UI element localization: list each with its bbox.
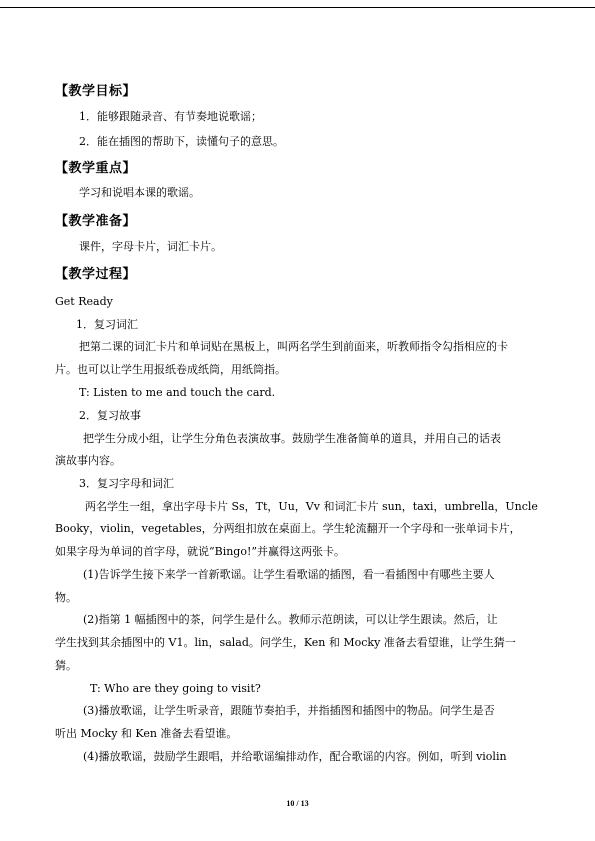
process-line: 把第二课的词汇卡片和单词贴在黑板上，叫两名学生到前面来，听教师指令勾指相应的卡 [79, 340, 508, 353]
process-line: 1．复习词汇 [76, 318, 138, 331]
preparation-text: 课件，字母卡片，词汇卡片。 [79, 240, 222, 253]
process-line: (1)告诉学生接下来学一首新歌谣。让学生看歌谣的插图，看一看插图中有哪些主要人 [83, 568, 495, 581]
process-line: 物。 [55, 591, 77, 604]
heading-objectives: 【教学目标】 [55, 84, 137, 99]
process-line: 把学生分成小组，让学生分角色表演故事。鼓励学生准备简单的道具，并用自己的话表 [83, 432, 501, 445]
process-line: (2)指第 1 幅插图中的茶，问学生是什么。教师示范朗读，可以让学生跟读。然后，让 [83, 613, 498, 626]
process-line: 猜。 [55, 659, 77, 672]
process-line: 两名学生一组，拿出字母卡片 Ss，Tt，Uu，Vv 和词汇卡片 sun，taxi，umbrella，Uncle [85, 500, 538, 513]
objective-item-1: 1．能够跟随录音、有节奏地说歌谣； [79, 110, 262, 123]
heading-key-points: 【教学重点】 [55, 161, 137, 176]
process-line: (3)播放歌谣，让学生听录音，跟随节奏拍手，并指插图和插图中的物品。问学生是否 [83, 704, 495, 717]
heading-preparation: 【教学准备】 [55, 214, 137, 229]
process-line: 片。也可以让学生用报纸卷成纸筒，用纸筒指。 [55, 363, 286, 376]
heading-process: 【教学过程】 [55, 267, 137, 282]
process-line: (4)播放歌谣，鼓励学生跟唱，并给歌谣编排动作，配合歌谣的内容。例如，听到 violin [83, 750, 507, 763]
header-rule [0, 7, 595, 8]
process-line: 3．复习字母和词汇 [79, 477, 174, 490]
key-points-text: 学习和说唱本课的歌谣。 [79, 186, 200, 199]
process-line: Get Ready [55, 295, 113, 308]
process-line: 学生找到其余插图中的 V1。lin，salad。问学生，Ken 和 Mocky 准备去看望谁，让学生猜一 [55, 636, 516, 649]
process-line: 听出 Mocky 和 Ken 准备去看望谁。 [55, 727, 238, 740]
process-line: 演故事内容。 [55, 454, 121, 467]
process-line: 2．复习故事 [79, 409, 141, 422]
process-line: T: Listen to me and touch the card. [79, 386, 276, 399]
process-line: 如果字母为单词的首字母，就说“Bingo!”并赢得这两张卡。 [55, 545, 346, 558]
process-line: Booky，violin，vegetables，分两组扣放在桌面上。学生轮流翻开一个字母和一张单词卡片， [55, 522, 521, 535]
page-number: 10 / 13 [286, 799, 309, 808]
process-line: T: Who are they going to visit? [90, 682, 261, 695]
objective-item-2: 2．能在插图的帮助下，读懂句子的意思。 [79, 135, 284, 148]
